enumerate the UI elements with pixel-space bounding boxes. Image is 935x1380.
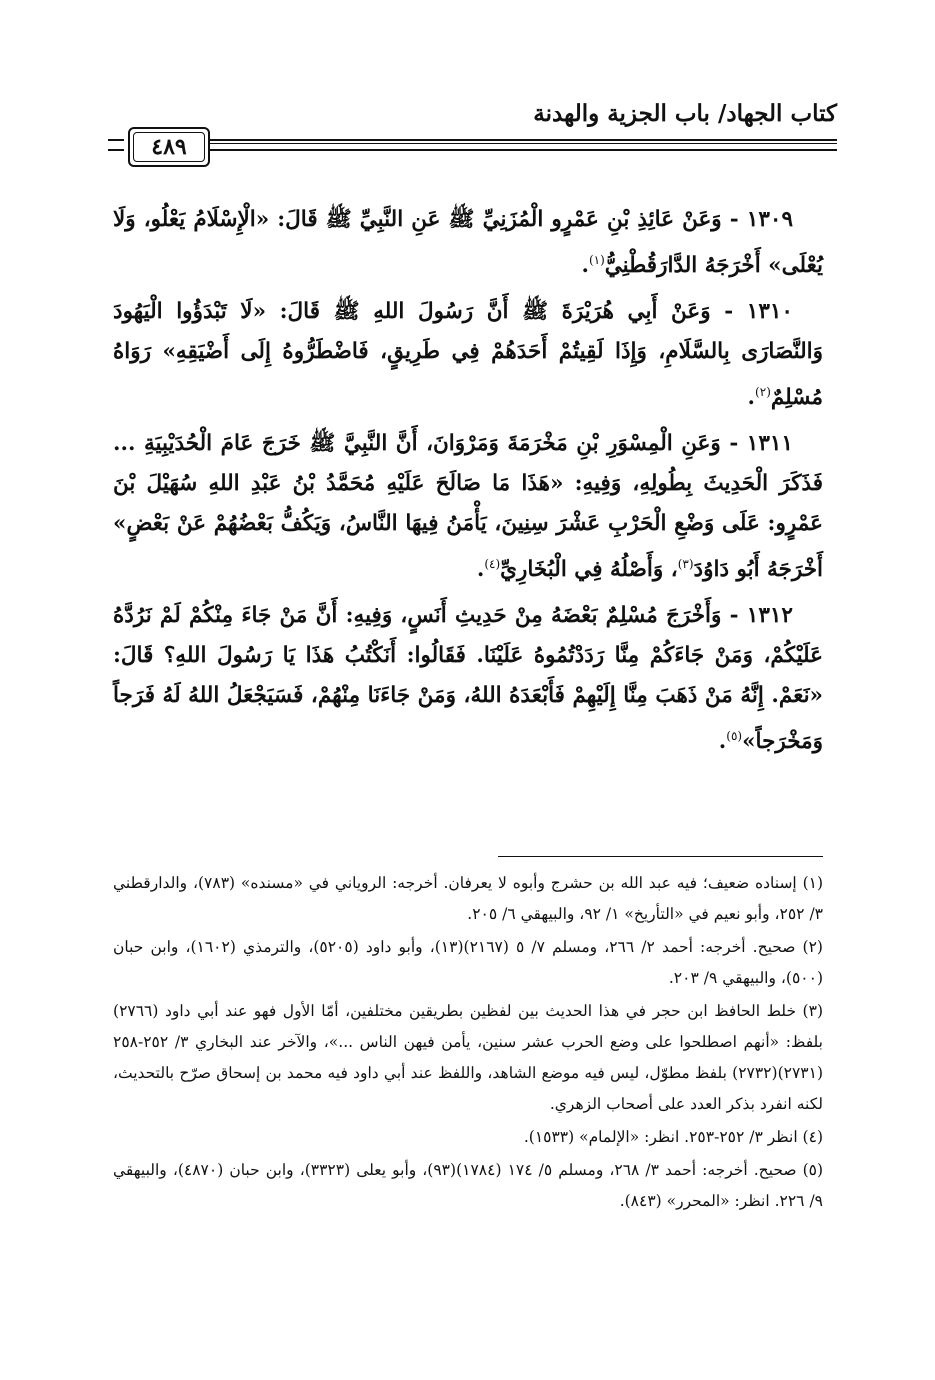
footnotes — [113, 868, 823, 1219]
hadith-text: وَعَنِ الْمِسْوَرِ بْنِ مَخْرَمَةَ وَمَرْوَانَ، أَنَّ النَّبِيَّ ﷺ خَرَجَ عَامَ الْحُدَيْبِيَةِ ... فَذَكَرَ الْحَدِيثَ بِطُولِهِ، وَفِيهِ: «هَذَا مَا صَالَحَ عَلَيْهِ مُحَمَّدُ بْنُ عَبْدِ اللهِ سُهَيْلَ بْنَ عَمْرٍو: عَلَى وَضْعِ الْحَرْبِ عَشْرَ سِنِينَ، يَأْمَنُ فِيهَا النَّاسُ، وَيَكُفُّ بَعْضُهُمْ عَنْ بَعْضٍ» أَخْرَجَهُ أَبُو دَاوُدَ — [113, 431, 823, 583]
hadith-text: وَأَخْرَجَ مُسْلِمٌ بَعْضَهُ مِنْ حَدِيثِ أَنَسٍ، وَفِيهِ: أَنَّ مَنْ جَاءَ مِنْكُمْ لَمْ نَرُدَّهُ عَلَيْكُمْ، وَمَنْ جَاءَكُمْ مِنَّا رَدَدْتُمُوهُ عَلَيْنَا. فَقَالُوا: أَنَكْتُبُ هَذَا يَا رَسُولَ اللهِ؟ قَالَ: «نَعَمْ. إِنَّهُ مَنْ ذَهَبَ مِنَّا إِلَيْهِمْ فَأَبْعَدَهُ اللهُ، وَمَنْ جَاءَنَا مِنْهُمْ، فَسَيَجْعَلُ اللهُ لَهُ فَرَجاً وَمَخْرَجاً» — [113, 603, 823, 755]
hadith-1310 — [113, 292, 823, 418]
footnote-3: (٣) خلط الحافظ ابن حجر في هذا الحديث بين لفظين بطريقين مختلفين، أمّا الأول فهو عند أبي داود (٢٧٦٦) بلفظ: «أنهم اصطلحوا على وضع الحرب عشر سنين، يأمن فيهن الناس ...»، والآخر عند البخاري ٣/ ٢٥٢-٢٥٨ (٢٧٣١)(٢٧٣٢) بلفظ مطوّل، ليس فيه موضع الشاهد، واللفظ عند أبي داود فيه محمد بن إسحاق صرّح بالتحديث، لكنه انفرد بذكر العدد على أصحاب الزهري. — [113, 1002, 823, 1113]
footnote-2: (٢) صحيح. أخرجه: أحمد ٢/ ٢٦٦، ومسلم ٧/ ٥ (٢١٦٧)(١٣)، وأبو داود (٥٢٠٥)، والترمذي (١٦٠٢)، وابن حبان (٥٠٠)، والبيهقي ٩/ ٢٠٣. — [113, 938, 823, 987]
hadith-end: . — [747, 385, 756, 411]
footnote-ref[interactable]: (٣) — [677, 557, 694, 572]
header-rule — [210, 139, 837, 151]
header-rule-tick — [108, 139, 124, 151]
footnote-separator — [498, 856, 823, 857]
hadith-end: . — [476, 557, 485, 583]
hadith-end: . — [718, 729, 727, 755]
footnote-ref[interactable]: (٥) — [726, 729, 743, 744]
hadith-text: وَعَنْ عَائِذِ بْنِ عَمْرٍو الْمُزَنِيِّ ﷺ عَنِ النَّبِيِّ ﷺ قَالَ: «الْإِسْلَامُ يَعْلُو، وَلَا يُعْلَى» أَخْرَجَهُ الدَّارَقُطْنِيُّ — [113, 207, 823, 279]
main-text — [113, 200, 823, 769]
page-number — [128, 127, 210, 167]
footnote-5: (٥) صحيح. أخرجه: أحمد ٣/ ٢٦٨، ومسلم ٥/ ١٧٤ (١٧٨٤)(٩٣)، وأبو يعلى (٣٣٢٣)، وابن حبان (٤٨٧٠)، والبيهقي ٩/ ٢٢٦. انظر: «المحرر» (٨٤٣). — [113, 1161, 824, 1210]
hadith-end: . — [581, 253, 589, 279]
hadith-number: ١٣١٠ - — [724, 299, 793, 325]
hadith-text-continued: ، وَأَصْلُهُ فِي الْبُخَارِيِّ — [500, 557, 678, 583]
hadith-number: ١٣١٢ - — [729, 603, 793, 629]
hadith-text: وَعَنْ أَبِي هُرَيْرَةَ ﷺ أَنَّ رَسُولَ اللهِ ﷺ قَالَ: «لَا تَبْدَؤُوا الْيَهُودَ وَالنَّصَارَى بِالسَّلَامِ، وَإِذَا لَقِيتُمْ أَحَدَهُمْ فِي طَرِيقٍ، فَاضْطَرُّوهُ إِلَى أَضْيَقِهِ» رَوَاهُ مُسْلِمٌ — [113, 299, 823, 411]
running-head: كتاب الجهاد/ باب الجزية والهدنة — [533, 100, 837, 127]
page-number-text: ٤٨٩ — [151, 134, 187, 160]
hadith-1312 — [113, 596, 823, 762]
footnote-4: (٤) انظر ٣/ ٢٥٢-٢٥٣. انظر: «الإلمام» (١٥٣٣). — [523, 1128, 823, 1146]
hadith-number: ١٣٠٩ - — [729, 207, 793, 232]
footnote-ref[interactable]: (٢) — [755, 385, 771, 400]
footnote-ref[interactable]: (٤) — [484, 557, 501, 572]
footnote-ref[interactable]: (١) — [588, 253, 605, 267]
hadith-number: ١٣١١ - — [729, 431, 793, 457]
hadith-1311 — [113, 424, 823, 590]
hadith-1309 — [113, 200, 823, 286]
footnote-1: (١) إسناده ضعيف؛ فيه عبد الله بن حشرج وأبوه لا يعرفان. أخرجه: الروياني في «مسنده» (٧٨٣)، والدارقطني ٣/ ٢٥٢، وأبو نعيم في «التأريخ» ١/ ٩٢، والبيهقي ٦/ ٢٠٥. — [113, 874, 824, 923]
